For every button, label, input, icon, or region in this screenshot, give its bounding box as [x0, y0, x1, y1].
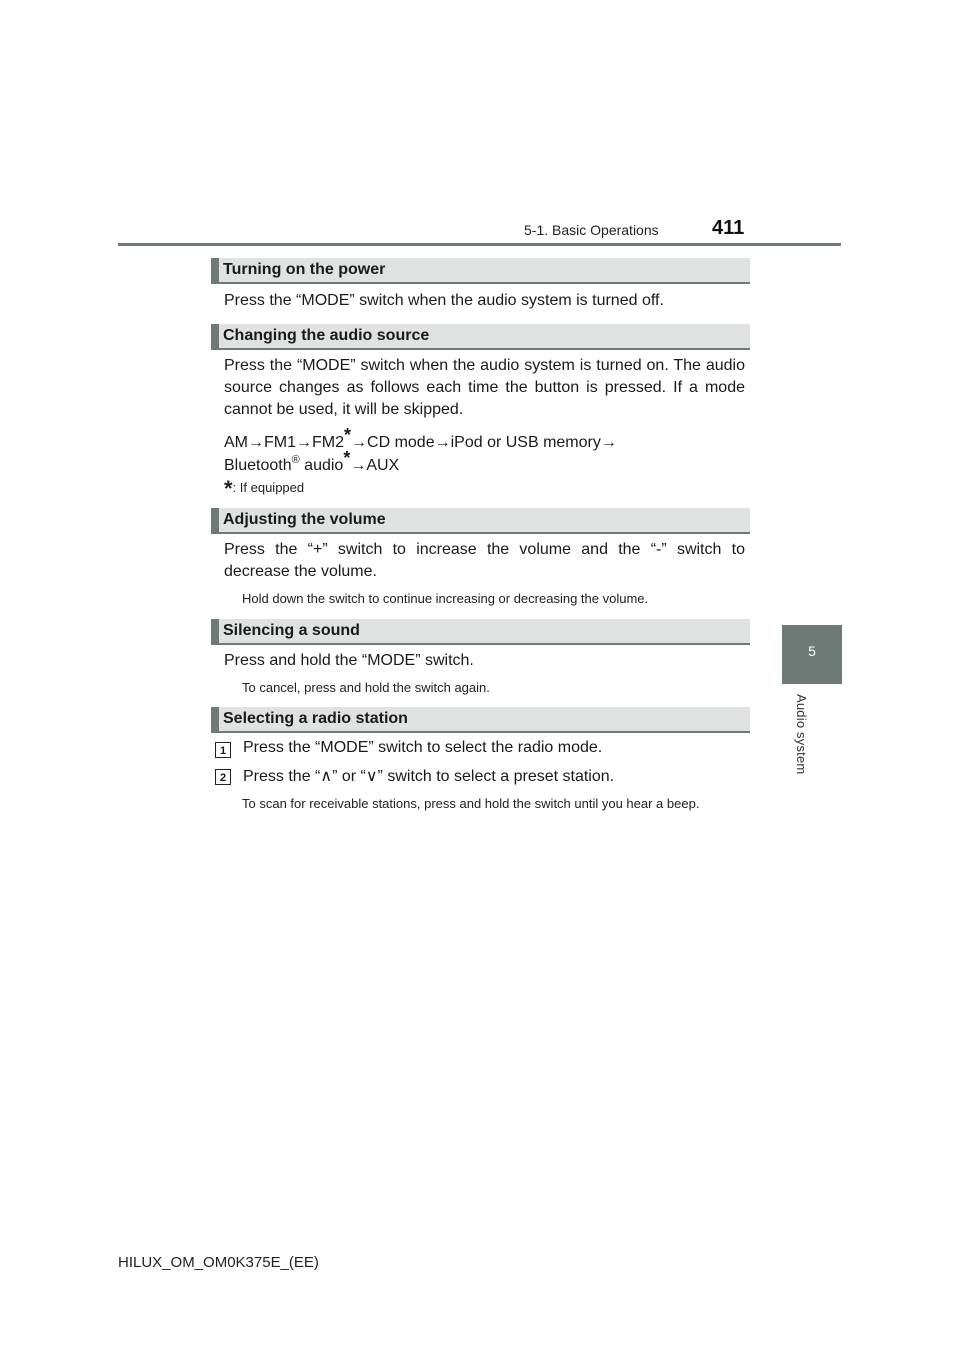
step-text: Press the “MODE” switch to select the radio mode. [243, 739, 603, 756]
sequence-text: →AUX [350, 457, 400, 474]
silence-instruction: Press and hold the “MODE” switch. [224, 652, 474, 669]
section-heading-source [211, 324, 750, 350]
footnote-text: : If equipped [232, 480, 305, 495]
asterisk-mark: * [344, 425, 352, 445]
footnote [224, 472, 305, 501]
registered-mark: ® [291, 454, 300, 466]
sequence-text: AM→FM1→FM2 [224, 434, 344, 451]
volume-note: Hold down the switch to continue increasing or decreasing the volume. [242, 591, 649, 606]
section-title: Selecting a radio station [223, 710, 408, 727]
section-heading-radio [211, 707, 750, 733]
sequence-text: Bluetooth [224, 457, 292, 474]
page-number: 411 [712, 217, 745, 239]
silence-note: To cancel, press and hold the switch again. [242, 680, 490, 695]
section-heading-silence [211, 619, 750, 645]
asterisk-mark: * [224, 476, 233, 501]
volume-instruction: Press the “+” switch to increase the volume and the “-” switch to decrease the volume. [224, 541, 745, 580]
asterisk-mark: * [343, 448, 351, 468]
step-number-badge: 1 [215, 742, 231, 758]
section-title: Adjusting the volume [223, 511, 386, 528]
chapter-tab [782, 625, 842, 684]
section-title: Changing the audio source [223, 327, 430, 344]
radio-note: To scan for receivable stations, press and hold the switch until you hear a beep. [242, 796, 700, 811]
power-instruction: Press the “MODE” switch when the audio system is turned off. [224, 292, 664, 309]
step-text: Press the “∧” or “∨” switch to select a preset station. [243, 768, 615, 785]
chapter-label: Audio system [794, 694, 809, 775]
section-title: Silencing a sound [223, 622, 360, 639]
section-heading-volume [211, 508, 750, 534]
section-title: Turning on the power [223, 261, 386, 278]
chapter-number: 5 [808, 643, 816, 659]
sequence-text: audio [299, 457, 344, 474]
header-divider [118, 243, 841, 246]
source-instruction: Press the “MODE” switch when the audio system is turned on. The audio source changes as follows each time the button is pressed. If a mode cannot be used, it will be skipped. [224, 357, 745, 418]
header-section-title: 5-1. Basic Operations [524, 222, 659, 238]
document-id: HILUX_OM_OM0K375E_(EE) [118, 1254, 319, 1271]
sequence-text: →CD mode→iPod or USB memory→ [351, 434, 617, 451]
section-heading-power [211, 258, 750, 284]
step-number-badge: 2 [215, 769, 231, 785]
